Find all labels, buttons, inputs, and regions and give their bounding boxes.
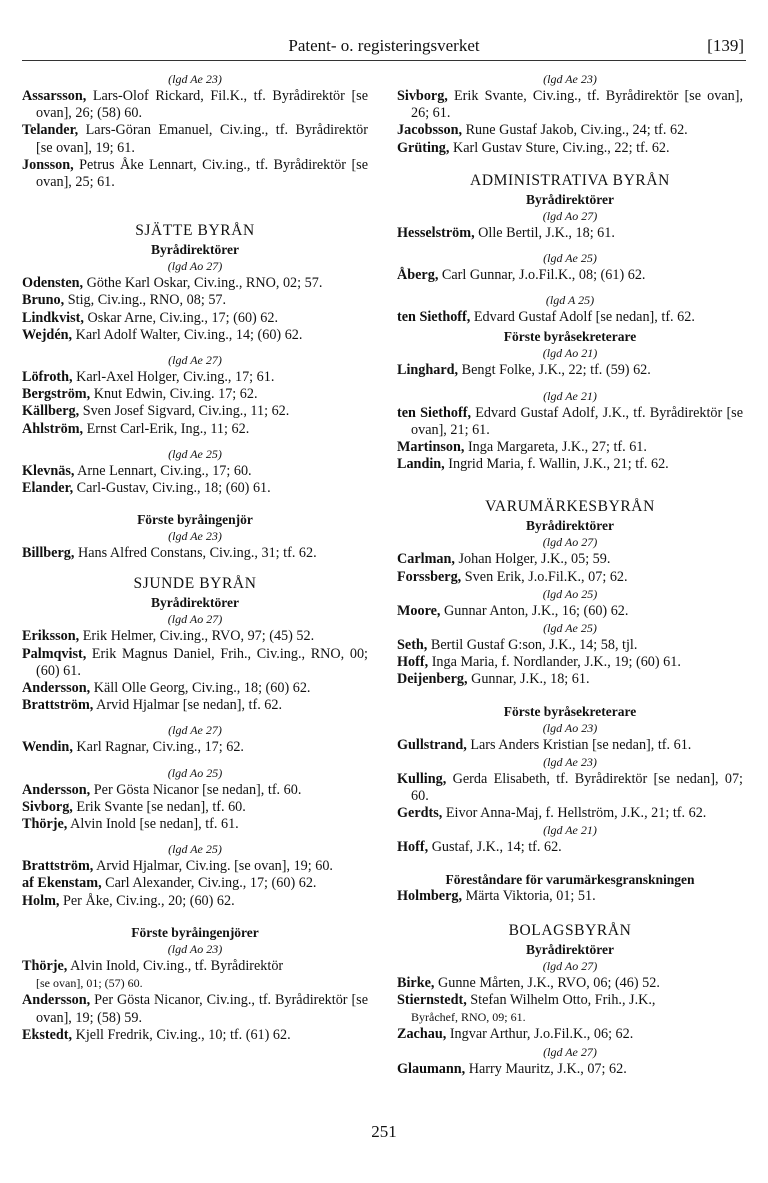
entry-text: Eivor Anna-Maj, f. Hellström, J.K., 21; tf. 62.	[442, 805, 707, 822]
entry	[397, 992, 743, 1026]
entry	[22, 292, 368, 309]
entry-name: Källberg,	[22, 403, 80, 420]
grade-label: (lgd Ae 25)	[543, 251, 597, 266]
entry-name: Klevnäs,	[22, 462, 75, 479]
grade-label: (lgd Ao 27)	[542, 208, 598, 223]
entry	[397, 569, 743, 586]
entry-name: Bruno,	[22, 292, 65, 309]
entry-name: Lindkvist,	[22, 309, 84, 326]
entry-text-small: Byråchef, RNO, 09; 61.	[411, 1010, 526, 1025]
entry	[397, 654, 743, 671]
entry	[22, 697, 368, 714]
entry-name: Holm,	[22, 892, 60, 909]
grade-label: (lgd Ae 23)	[543, 72, 597, 86]
entry-text: Inga Margareta, J.K., 27; tf. 61.	[464, 439, 647, 456]
entry-text: Edvard Gustaf Adolf [se nedan], tf. 62.	[470, 309, 695, 326]
entry-name: Holmberg,	[397, 887, 463, 904]
section-heading: SJÄTTE BYRÅN	[135, 222, 255, 240]
grade-label: (lgd Ae 21)	[543, 388, 597, 403]
entry	[22, 463, 368, 480]
entry	[22, 628, 368, 645]
entry	[22, 545, 368, 562]
entry	[22, 875, 368, 892]
entry-text: Gunnar, J.K., 18; 61.	[467, 671, 590, 688]
entry-text: Stefan Wilhelm Otto, Frih., J.K.,	[466, 992, 656, 1009]
entry	[22, 893, 368, 910]
entry-name: Stiernstedt,	[397, 992, 467, 1009]
entry	[397, 140, 743, 157]
entry-name: Åberg,	[397, 267, 439, 284]
entry-text: Harry Mauritz, J.K., 07; 62.	[465, 1060, 627, 1077]
entry	[397, 671, 743, 688]
grade-label: (lgd Ae 21)	[543, 823, 597, 838]
entry-name: Thörje,	[22, 816, 68, 833]
entry	[22, 327, 368, 344]
grade-label: (lgd Ao 27)	[542, 958, 598, 973]
entry	[397, 603, 743, 620]
subsection-heading: Förste byråsekreterare	[503, 703, 637, 719]
entry-text: Erik Svante, Civ.ing., tf. Byrådirektör [se ovan], 26; 61.	[411, 88, 743, 122]
entry-name: Birke,	[397, 974, 435, 991]
entry	[397, 267, 743, 284]
grade-label: (lgd Ae 25)	[168, 446, 222, 461]
entry-text: Lars-Göran Emanuel, Civ.ing., tf. Byrådirektör [se ovan], 19; 61.	[36, 122, 368, 156]
entry-name: Eriksson,	[22, 628, 80, 645]
page-number: 251	[371, 1122, 397, 1141]
subsection-heading: Byrådirektörer	[151, 242, 239, 258]
entry-name: Landin,	[397, 456, 445, 473]
entry-text: Carl Alexander, Civ.ing., 17; (60) 62.	[101, 875, 317, 892]
entry-text: Alvin Inold, Civ.ing., tf. Byrådirektör	[67, 957, 284, 974]
entry	[22, 480, 368, 497]
entry-name: Telander,	[22, 122, 79, 139]
entry-name: Ekstedt,	[22, 1026, 73, 1043]
entry-name: Ahlström,	[22, 420, 84, 437]
grade-label: (lgd Ao 23)	[167, 941, 223, 956]
grade-label: (lgd Ao 25)	[542, 586, 598, 601]
entry	[397, 362, 743, 379]
entry-text: Per Åke, Civ.ing., 20; (60) 62.	[59, 892, 235, 909]
entry-name: Glaumann,	[397, 1060, 466, 1077]
subsection-heading: Föreståndare för varumärkesgranskningen	[445, 871, 695, 887]
entry	[397, 637, 743, 654]
entry-name: Thörje,	[22, 957, 68, 974]
entry-text: Gustaf, J.K., 14; tf. 62.	[428, 839, 562, 856]
subsection-heading: Byrådirektörer	[151, 595, 239, 611]
entry-text: Ernst Carl-Erik, Ing., 11; 62.	[83, 420, 250, 437]
entry-text: Karl Adolf Walter, Civ.ing., 14; (60) 62.	[72, 326, 303, 343]
grade-label: (lgd Ao 27)	[542, 535, 598, 550]
entry	[22, 646, 368, 680]
entry-text: Ingrid Maria, f. Wallin, J.K., 21; tf. 62.	[444, 456, 669, 473]
entry-text: Arvid Hjalmar, Civ.ing. [se ovan], 19; 60.	[93, 858, 333, 875]
entry-text: Arne Lennart, Civ.ing., 17; 60.	[74, 462, 252, 479]
entry-text: Stig, Civ.ing., RNO, 08; 57.	[64, 292, 227, 309]
entry-name: Hoff,	[397, 654, 429, 671]
header-rule	[22, 60, 746, 61]
entry-name: Sivborg,	[397, 88, 448, 104]
section-heading: ADMINISTRATIVA BYRÅN	[470, 171, 670, 189]
grade-label: (lgd Ae 25)	[168, 842, 222, 857]
entry	[397, 405, 743, 439]
entry-name: Andersson,	[22, 992, 91, 1009]
entry-text: Hans Alfred Constans, Civ.ing., 31; tf. 62.	[74, 545, 317, 562]
entry-text: Sven Josef Sigvard, Civ.ing., 11; 62.	[79, 403, 290, 420]
entry	[22, 369, 368, 386]
entry-text: Per Gösta Nicanor [se nedan], tf. 60.	[90, 781, 302, 798]
entry-name: Jacobsson,	[397, 122, 463, 139]
entry	[397, 122, 743, 139]
entry-text: Erik Helmer, Civ.ing., RVO, 97; (45) 52.	[79, 628, 315, 645]
entry-name: Deijenberg,	[397, 671, 468, 688]
entry	[22, 310, 368, 327]
entry-text: Arvid Hjalmar [se nedan], tf. 62.	[93, 697, 283, 714]
subsection-heading: Byrådirektörer	[526, 941, 614, 957]
entry-text-small: [se ovan], 01; (57) 60.	[36, 976, 143, 991]
entry	[22, 157, 368, 191]
entry	[397, 839, 743, 856]
entry-name: Wejdén,	[22, 326, 73, 343]
grade-label: (lgd Ae 23)	[168, 72, 222, 86]
section-heading: SJUNDE BYRÅN	[133, 575, 257, 593]
entry-name: Hesselström,	[397, 224, 475, 241]
entry	[22, 403, 368, 420]
grade-label: (lgd Ao 23)	[542, 720, 598, 735]
entry-text: Bengt Folke, J.K., 22; tf. (59) 62.	[458, 362, 651, 379]
grade-label: (lgd Ae 23)	[168, 529, 222, 544]
entry-text: Karl Ragnar, Civ.ing., 17; 62.	[72, 739, 244, 756]
entry	[22, 275, 368, 292]
entry-name: Brattström,	[22, 858, 94, 875]
entry-name: Bergström,	[22, 386, 91, 403]
subsection-heading: Byrådirektörer	[526, 191, 614, 207]
entry	[397, 888, 743, 905]
entry-text: Karl Gustav Sture, Civ.ing., 22; tf. 62.	[449, 139, 670, 156]
entry	[22, 816, 368, 833]
entry-text: Edvard Gustaf Adolf, J.K., tf. Byrådirektör [se ovan], 21; 61.	[411, 404, 744, 438]
entry	[397, 805, 743, 822]
entry-text: Göthe Karl Oskar, Civ.ing., RNO, 02; 57.	[83, 275, 323, 292]
entry	[397, 975, 743, 992]
entry	[22, 680, 368, 697]
entry	[22, 992, 368, 1026]
entry-text: Rune Gustaf Jakob, Civ.ing., 24; tf. 62.	[462, 122, 688, 139]
entry-text: Gerda Elisabeth, tf. Byrådirektör [se nedan], 07; 60.	[411, 770, 743, 805]
entry	[397, 1026, 743, 1043]
entry-text: Sven Erik, J.o.Fil.K., 07; 62.	[461, 568, 628, 585]
grade-label: (lgd Ao 25)	[167, 765, 223, 780]
subsection-heading: Förste byråingenjörer	[131, 924, 259, 940]
entry-text: Erik Svante [se nedan], tf. 60.	[72, 798, 246, 815]
entry	[397, 771, 743, 805]
entry-name: Moore,	[397, 602, 441, 619]
entry	[397, 225, 743, 242]
entry	[22, 958, 368, 992]
entry-text: Petrus Åke Lennart, Civ.ing., tf. Byrådirektör [se ovan], 25; 61.	[36, 156, 368, 191]
grade-label: (lgd Ae 27)	[168, 353, 222, 368]
entry	[22, 739, 368, 756]
entry-text: Inga Maria, f. Nordlander, J.K., 19; (60) 61.	[428, 654, 681, 671]
entry-text: Johan Holger, J.K., 05; 59.	[454, 551, 611, 568]
subsection-heading: Förste byråsekreterare	[503, 329, 637, 345]
grade-label: (lgd Ae 27)	[168, 723, 222, 738]
entry	[397, 551, 743, 568]
entry-name: Wendin,	[22, 739, 73, 756]
entry-name: af Ekenstam,	[22, 875, 102, 892]
entry-name: Grüting,	[397, 139, 450, 156]
entry-text: Alvin Inold [se nedan], tf. 61.	[67, 816, 239, 833]
entry-text: Gunne Mårten, J.K., RVO, 06; (46) 52.	[434, 974, 660, 991]
entry-name: Odensten,	[22, 275, 84, 292]
entry-name: Linghard,	[397, 362, 459, 379]
entry-name: ten Siethoff,	[397, 404, 471, 421]
entry-text: Kjell Fredrik, Civ.ing., 10; tf. (61) 62.	[72, 1026, 291, 1043]
entry-name: Carlman,	[397, 551, 455, 568]
entry-name: Löfroth,	[22, 369, 73, 386]
entry	[397, 1061, 743, 1078]
grade-label: (lgd Ae 27)	[543, 1044, 597, 1059]
entry	[397, 456, 743, 473]
section-heading: VARUMÄRKESBYRÅN	[485, 498, 655, 516]
entry-name: Brattström,	[22, 697, 94, 714]
entry-name: Forssberg,	[397, 568, 462, 585]
entry-text: Olle Bertil, J.K., 18; 61.	[474, 224, 615, 241]
entry-name: Assarsson,	[22, 88, 87, 104]
entry-text: Bertil Gustaf G:son, J.K., 14; 58, tjl.	[427, 637, 638, 654]
entry	[22, 122, 368, 156]
entry-name: Billberg,	[22, 545, 75, 562]
entry-text: Erik Magnus Daniel, Frih., Civ.ing., RNO, 00; (60) 61.	[36, 645, 368, 679]
entry-name: Seth,	[397, 637, 428, 654]
left-column	[22, 71, 368, 1044]
grade-label: (lgd Ao 21)	[542, 346, 598, 361]
entry-text: Carl-Gustav, Civ.ing., 18; (60) 61.	[73, 480, 271, 497]
entry	[397, 88, 743, 122]
entry	[22, 858, 368, 875]
entry	[22, 386, 368, 403]
right-column	[397, 71, 743, 1078]
entry-name: Gerdts,	[397, 805, 443, 822]
entry-text: Karl-Axel Holger, Civ.ing., 17; 61.	[72, 369, 275, 386]
entry-text: Oskar Arne, Civ.ing., 17; (60) 62.	[83, 309, 279, 326]
entry-name: Jonsson,	[22, 156, 74, 173]
entry-text: Lars-Olof Rickard, Fil.K., tf. Byrådirektör [se ovan], 26; (58) 60.	[36, 88, 368, 122]
entry-name: Palmqvist,	[22, 645, 87, 662]
grade-label: (lgd Ae 25)	[543, 621, 597, 636]
entry	[397, 439, 743, 456]
entry-name: Elander,	[22, 480, 74, 497]
entry-text: Käll Olle Georg, Civ.ing., 18; (60) 62.	[90, 680, 311, 697]
entry	[397, 309, 743, 326]
entry-name: Sivborg,	[22, 798, 73, 815]
running-header-title: Patent- o. registeringsverket	[288, 36, 480, 55]
entry-text: Lars Anders Kristian [se nedan], tf. 61.	[466, 736, 692, 753]
subsection-heading: Förste byråingenjör	[137, 512, 253, 528]
entry	[22, 782, 368, 799]
entry-name: Kulling,	[397, 770, 447, 787]
entry-text: Per Gösta Nicanor, Civ.ing., tf. Byrådirektör [se ovan], 19; (58) 59.	[36, 992, 368, 1026]
entry-text: Märta Viktoria, 01; 51.	[462, 887, 596, 904]
header-page-bracket: [139]	[707, 36, 744, 55]
entry	[22, 1027, 368, 1044]
entry-name: Hoff,	[397, 839, 429, 856]
entry-text: Ingvar Arthur, J.o.Fil.K., 06; 62.	[446, 1026, 634, 1043]
entry-name: Andersson,	[22, 680, 91, 697]
grade-label: (lgd Ao 27)	[167, 259, 223, 274]
entry-name: Martinson,	[397, 439, 465, 456]
grade-label: (lgd A 25)	[545, 293, 595, 308]
entry	[22, 421, 368, 438]
entry-name: Gullstrand,	[397, 736, 467, 753]
entry-name: Zachau,	[397, 1026, 447, 1043]
subsection-heading: Byrådirektörer	[526, 518, 614, 534]
grade-label: (lgd Ao 27)	[167, 612, 223, 627]
section-heading: BOLAGSBYRÅN	[508, 921, 632, 939]
entry	[397, 737, 743, 754]
entry-text: Knut Edwin, Civ.ing. 17; 62.	[90, 386, 258, 403]
entry	[22, 799, 368, 816]
entry-name: Andersson,	[22, 781, 91, 798]
grade-label: (lgd Ae 23)	[543, 754, 597, 769]
entry-text: Gunnar Anton, J.K., 16; (60) 62.	[440, 602, 629, 619]
entry	[22, 88, 368, 122]
entry-name: ten Siethoff,	[397, 309, 471, 326]
entry-text: Carl Gunnar, J.o.Fil.K., 08; (61) 62.	[438, 267, 646, 284]
